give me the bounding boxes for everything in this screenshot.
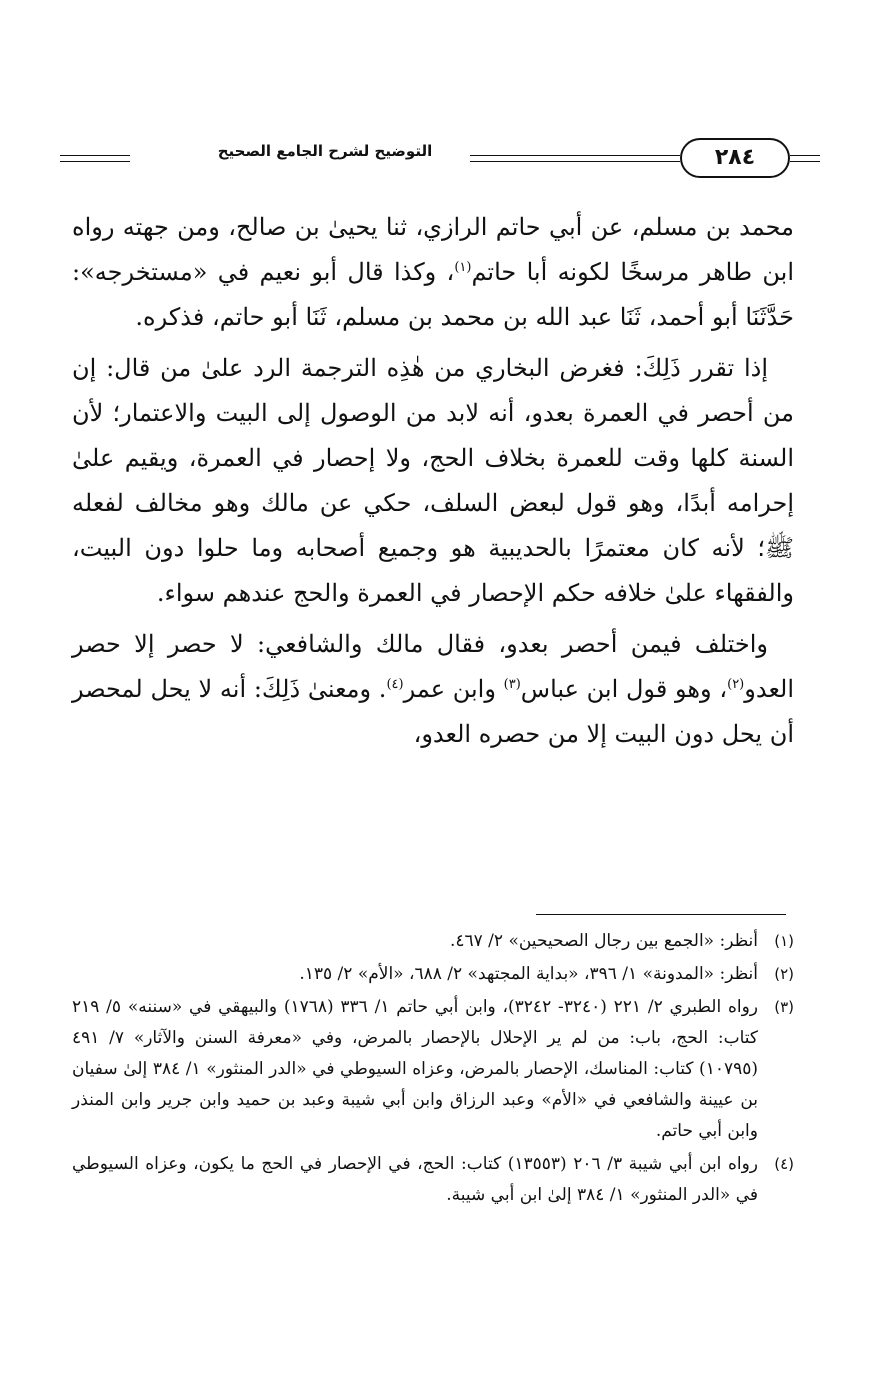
- header-rule-right-bottom: [790, 161, 820, 162]
- running-header: [60, 138, 820, 182]
- footnote-text: رواه ابن أبي شيبة ٣/ ٢٠٦ (١٣٥٥٣) كتاب: الحج، في الإحصار في الحج ما يكون، وعزاه السيوطي في «الدر المنثور» ١/ ٣٨٤ إلىٰ ابن أبي شيبة.: [72, 1154, 759, 1205]
- header-rule-middle-bottom: [470, 161, 680, 162]
- footnote-number: (٤): [774, 1155, 794, 1173]
- text-segment: وابن عمر: [403, 675, 504, 703]
- footnote-number: (٣): [774, 998, 794, 1016]
- footnote-separator: [536, 914, 786, 915]
- text-segment: . ومعنىٰ ذَلِكَ: أنه لا يحل لمحصر أن يحل دون البيت إلا من حصره العدو،: [72, 675, 794, 748]
- book-title: التوضيح لشرح الجامع الصحيح: [217, 142, 433, 160]
- footnote: [72, 959, 794, 990]
- header-rule-left-bottom: [60, 161, 130, 162]
- footnote-text: أنظر: «الجمع بين رجال الصحيحين» ٢/ ٤٦٧.: [449, 931, 758, 951]
- footnote-number: (٢): [774, 965, 794, 983]
- footnote: [72, 926, 794, 957]
- footnote: [72, 1149, 794, 1211]
- footnote-number: (١): [774, 932, 794, 950]
- footnote-ref: (١): [454, 260, 472, 275]
- header-rule-middle-top: [470, 155, 680, 156]
- footnote: [72, 992, 794, 1147]
- footnote-ref: (٢): [727, 677, 745, 692]
- paragraph: [72, 205, 794, 340]
- text-segment: محمد بن مسلم، عن أبي حاتم الرازي، ثنا يحيىٰ بن صالح، ومن جهته رواه ابن طاهر مرسخًا لكونه أبا حاتم: [72, 213, 794, 286]
- text-segment: إذا تقرر ذَلِكَ: فغرض البخاري من هٰذِه الترجمة الرد علىٰ من قال: إن من أحصر في العمرة بعدو، أنه لابد من الوصول إلى البيت والاعتمار؛ لأن السنة كلها وقت للعمرة بخلاف الحج، ولا إحصار في العمرة، ويقيم علىٰ إحرامه أبدًا، وهو قول لبعض السلف، حكي عن مالك وهو مخالف لفعله ﷺ؛ لأنه كان معتمرًا بالحديبية هو وجميع أصحابه وما حلوا دون البيت، والفقهاء علىٰ خلافه حكم الإحصار في العمرة والحج عندهم سواء.: [72, 354, 795, 607]
- text-segment: واختلف فيمن أحصر بعدو، فقال مالك والشافعي: لا حصر إلا حصر العدو: [72, 630, 794, 703]
- header-rule-left-top: [60, 155, 130, 156]
- text-segment: ، وكذا قال أبو نعيم في «مستخرجه»: حَدَّثَنَا أبو أحمد، ثَنَا عبد الله بن محمد بن مسلم، ثَنَا أبو حاتم، فذكره.: [72, 258, 794, 331]
- page-number: ٢٨٤: [680, 138, 790, 178]
- footnotes: [72, 926, 794, 1213]
- footnote-text: أنظر: «المدونة» ١/ ٣٩٦، «بداية المجتهد» ٢/ ٦٨٨، «الأم» ٢/ ١٣٥.: [299, 964, 758, 984]
- footnote-ref: (٤): [386, 677, 404, 692]
- main-text: [72, 205, 794, 763]
- footnote-text: رواه الطبري ٢/ ٢٢١ (٣٢٤٠- ٣٢٤٢)، وابن أبي حاتم ١/ ٣٣٦ (١٧٦٨) والبيهقي في «سننه» ٥/ ٢١٩ كتاب: الحج، باب: من لم ير الإحلال بالإحصار بالمرض، وفي «معرفة السنن والآثار» ٧/ ٤٩١ (١٠٧٩٥) كتاب: المناسك، الإحصار بالمرض، وعزاه السيوطي في «الدر المنثور» ١/ ٣٨٤ إلىٰ سفيان بن عيينة والشافعي في «الأم» وعبد الرزاق وابن أبي شيبة وعبد بن حميد وابن جرير وابن المنذر وابن أبي حاتم.: [72, 997, 758, 1141]
- paragraph: [72, 346, 794, 616]
- text-segment: ، وهو قول ابن عباس: [520, 675, 728, 703]
- paragraph: [72, 622, 794, 757]
- header-rule-right-top: [790, 155, 820, 156]
- footnote-ref: (٣): [503, 677, 521, 692]
